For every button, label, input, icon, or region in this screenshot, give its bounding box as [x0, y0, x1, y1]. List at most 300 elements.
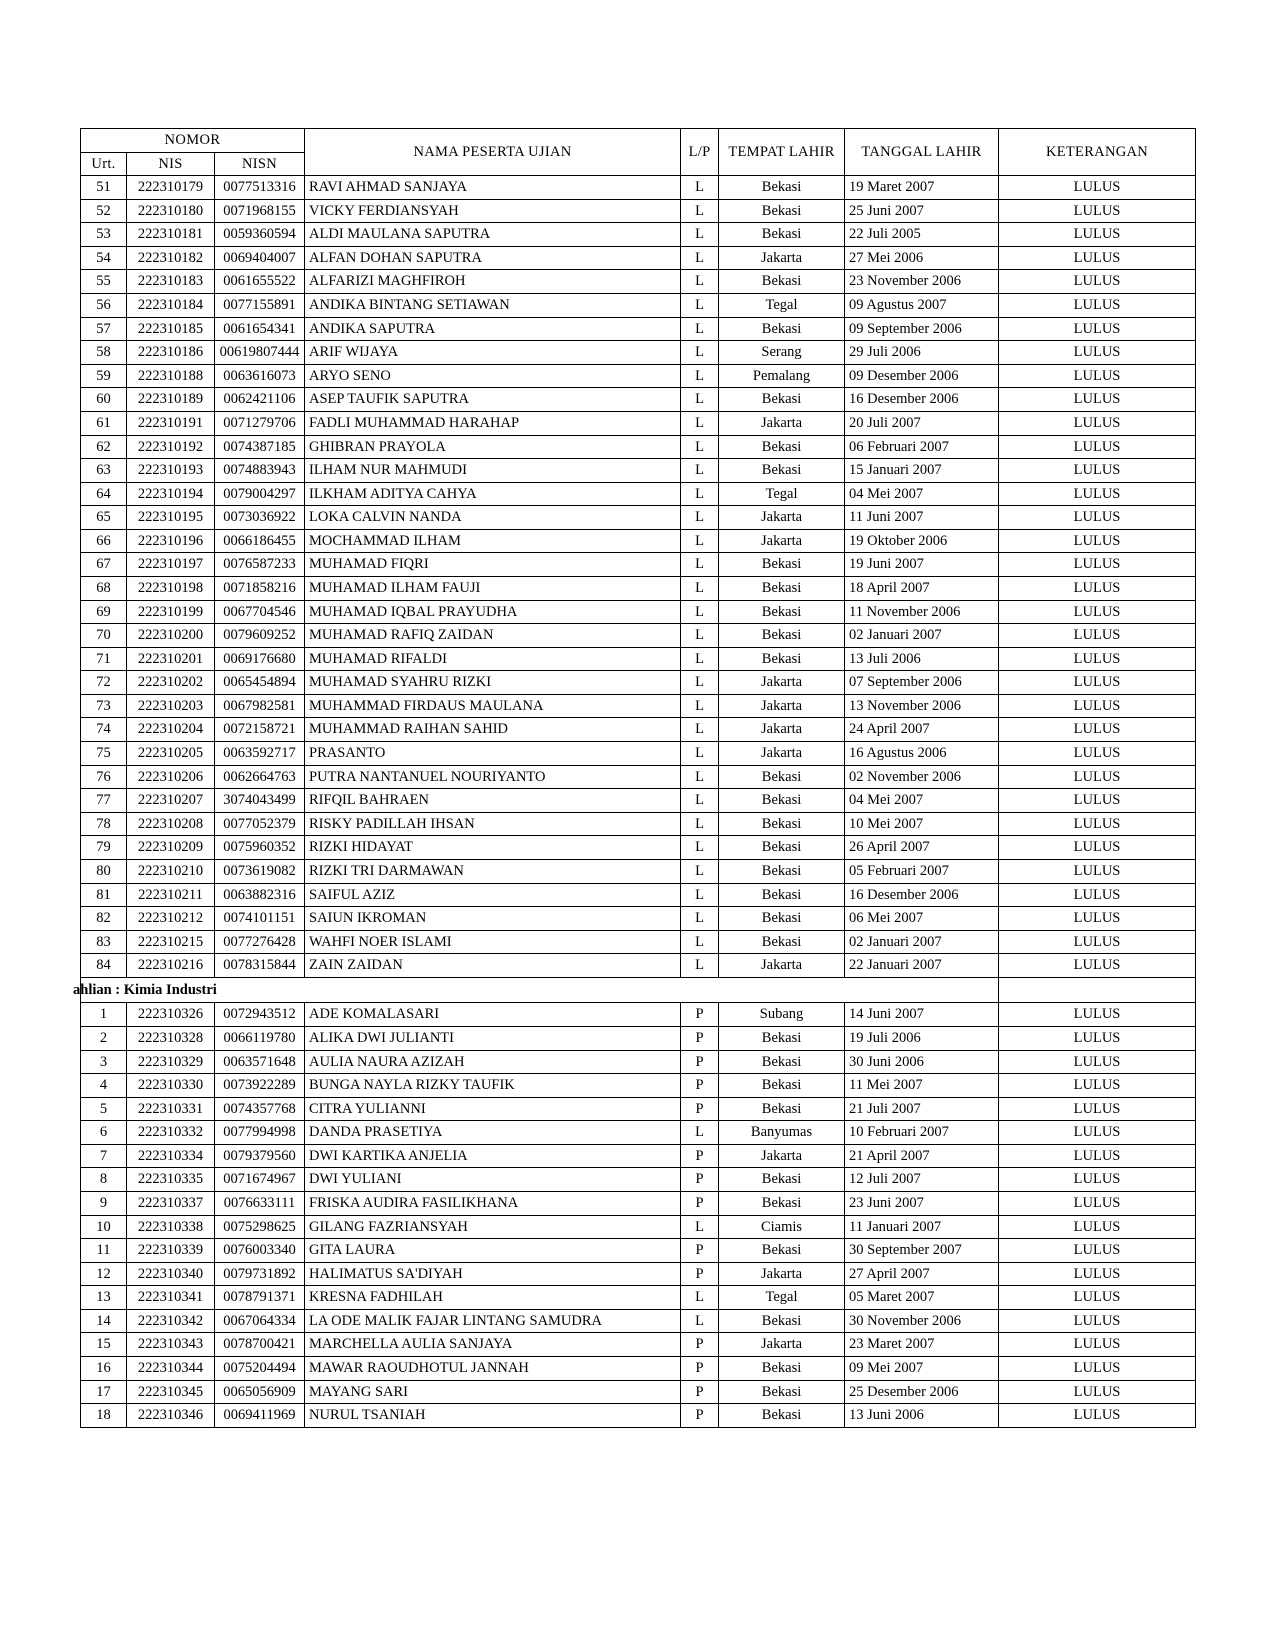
- cell-urt: 62: [81, 435, 127, 459]
- cell-nisn: 0071279706: [215, 411, 305, 435]
- cell-tanggal-lahir: 09 Agustus 2007: [845, 294, 999, 318]
- header-urt: Urt.: [81, 152, 127, 176]
- cell-nama: ARIF WIJAYA: [305, 341, 681, 365]
- cell-nama: LOKA CALVIN NANDA: [305, 506, 681, 530]
- cell-nisn: 0077276428: [215, 930, 305, 954]
- cell-tempat-lahir: Subang: [719, 1003, 845, 1027]
- cell-nama: ALDI MAULANA SAPUTRA: [305, 223, 681, 247]
- cell-tempat-lahir: Bekasi: [719, 1074, 845, 1098]
- table-row: [81, 1097, 1196, 1121]
- cell-tanggal-lahir: 21 Juli 2007: [845, 1097, 999, 1121]
- cell-lp: P: [681, 1380, 719, 1404]
- cell-keterangan: LULUS: [999, 812, 1196, 836]
- cell-lp: L: [681, 176, 719, 200]
- cell-tanggal-lahir: 11 Mei 2007: [845, 1074, 999, 1098]
- cell-urt: 51: [81, 176, 127, 200]
- table-row: [81, 1357, 1196, 1381]
- cell-nisn: 0077155891: [215, 294, 305, 318]
- table-row: [81, 624, 1196, 648]
- cell-tanggal-lahir: 11 Januari 2007: [845, 1215, 999, 1239]
- group-row-blank-cell: [999, 977, 1196, 1003]
- cell-urt: 11: [81, 1239, 127, 1263]
- cell-nisn: 0078700421: [215, 1333, 305, 1357]
- cell-urt: 18: [81, 1404, 127, 1428]
- cell-lp: L: [681, 930, 719, 954]
- table-row: [81, 317, 1196, 341]
- cell-tempat-lahir: Bekasi: [719, 1050, 845, 1074]
- table-header: [81, 129, 1196, 176]
- cell-tempat-lahir: Bekasi: [719, 600, 845, 624]
- cell-nisn: 0061655522: [215, 270, 305, 294]
- cell-nama: RAVI AHMAD SANJAYA: [305, 176, 681, 200]
- cell-lp: L: [681, 388, 719, 412]
- cell-urt: 60: [81, 388, 127, 412]
- cell-keterangan: LULUS: [999, 459, 1196, 483]
- cell-tempat-lahir: Banyumas: [719, 1121, 845, 1145]
- cell-nisn: 0062664763: [215, 765, 305, 789]
- group-label-text: ahlian : Kimia Industri: [73, 981, 217, 998]
- cell-nis: 222310181: [127, 223, 215, 247]
- header-keterangan: KETERANGAN: [999, 129, 1196, 176]
- cell-lp: P: [681, 1168, 719, 1192]
- cell-nis: 222310215: [127, 930, 215, 954]
- cell-keterangan: LULUS: [999, 1215, 1196, 1239]
- cell-tanggal-lahir: 10 Februari 2007: [845, 1121, 999, 1145]
- cell-lp: L: [681, 789, 719, 813]
- cell-urt: 56: [81, 294, 127, 318]
- cell-tempat-lahir: Bekasi: [719, 859, 845, 883]
- cell-keterangan: LULUS: [999, 294, 1196, 318]
- cell-tanggal-lahir: 19 Juli 2006: [845, 1026, 999, 1050]
- cell-tempat-lahir: Serang: [719, 341, 845, 365]
- cell-tanggal-lahir: 04 Mei 2007: [845, 482, 999, 506]
- cell-nama: ZAIN ZAIDAN: [305, 954, 681, 978]
- cell-tempat-lahir: Jakarta: [719, 671, 845, 695]
- cell-lp: L: [681, 694, 719, 718]
- cell-keterangan: LULUS: [999, 1192, 1196, 1216]
- cell-tempat-lahir: Bekasi: [719, 1357, 845, 1381]
- cell-keterangan: LULUS: [999, 1003, 1196, 1027]
- cell-urt: 57: [81, 317, 127, 341]
- cell-tanggal-lahir: 30 September 2007: [845, 1239, 999, 1263]
- cell-tempat-lahir: Bekasi: [719, 553, 845, 577]
- cell-urt: 17: [81, 1380, 127, 1404]
- cell-tanggal-lahir: 10 Mei 2007: [845, 812, 999, 836]
- cell-tanggal-lahir: 23 Maret 2007: [845, 1333, 999, 1357]
- cell-nisn: 0074101151: [215, 907, 305, 931]
- cell-nis: 222310199: [127, 600, 215, 624]
- cell-nis: 222310184: [127, 294, 215, 318]
- cell-urt: 7: [81, 1144, 127, 1168]
- cell-tanggal-lahir: 23 November 2006: [845, 270, 999, 294]
- cell-nisn: 0071968155: [215, 199, 305, 223]
- cell-tempat-lahir: Bekasi: [719, 576, 845, 600]
- cell-nama: PRASANTO: [305, 742, 681, 766]
- cell-urt: 66: [81, 529, 127, 553]
- cell-nama: ARYO SENO: [305, 364, 681, 388]
- table-row: [81, 459, 1196, 483]
- cell-lp: L: [681, 435, 719, 459]
- cell-lp: L: [681, 1121, 719, 1145]
- cell-nama: MOCHAMMAD ILHAM: [305, 529, 681, 553]
- cell-tempat-lahir: Bekasi: [719, 388, 845, 412]
- cell-nis: 222310216: [127, 954, 215, 978]
- cell-nisn: 0065056909: [215, 1380, 305, 1404]
- table-row: [81, 718, 1196, 742]
- cell-tanggal-lahir: 05 Maret 2007: [845, 1286, 999, 1310]
- cell-nis: 222310341: [127, 1286, 215, 1310]
- cell-tempat-lahir: Ciamis: [719, 1215, 845, 1239]
- table-row: [81, 388, 1196, 412]
- cell-nis: 222310328: [127, 1026, 215, 1050]
- cell-nisn: 0079731892: [215, 1262, 305, 1286]
- cell-nis: 222310196: [127, 529, 215, 553]
- cell-keterangan: LULUS: [999, 1404, 1196, 1428]
- cell-nis: 222310205: [127, 742, 215, 766]
- cell-nisn: 0073619082: [215, 859, 305, 883]
- cell-lp: P: [681, 1026, 719, 1050]
- cell-nisn: 0075960352: [215, 836, 305, 860]
- cell-lp: L: [681, 812, 719, 836]
- cell-tanggal-lahir: 29 Juli 2006: [845, 341, 999, 365]
- cell-keterangan: LULUS: [999, 789, 1196, 813]
- cell-tanggal-lahir: 07 September 2006: [845, 671, 999, 695]
- cell-nis: 222310194: [127, 482, 215, 506]
- cell-nis: 222310210: [127, 859, 215, 883]
- cell-keterangan: LULUS: [999, 1333, 1196, 1357]
- cell-tempat-lahir: Bekasi: [719, 647, 845, 671]
- cell-nis: 222310183: [127, 270, 215, 294]
- cell-lp: L: [681, 1215, 719, 1239]
- cell-keterangan: LULUS: [999, 1239, 1196, 1263]
- cell-lp: L: [681, 954, 719, 978]
- cell-lp: L: [681, 223, 719, 247]
- cell-tempat-lahir: Bekasi: [719, 624, 845, 648]
- cell-tanggal-lahir: 19 Oktober 2006: [845, 529, 999, 553]
- cell-keterangan: LULUS: [999, 246, 1196, 270]
- table-row: [81, 836, 1196, 860]
- cell-tempat-lahir: Jakarta: [719, 246, 845, 270]
- cell-nis: 222310338: [127, 1215, 215, 1239]
- table-row: [81, 176, 1196, 200]
- cell-urt: 65: [81, 506, 127, 530]
- cell-keterangan: LULUS: [999, 836, 1196, 860]
- cell-tanggal-lahir: 21 April 2007: [845, 1144, 999, 1168]
- cell-urt: 14: [81, 1309, 127, 1333]
- cell-urt: 1: [81, 1003, 127, 1027]
- cell-keterangan: LULUS: [999, 930, 1196, 954]
- cell-nis: 222310212: [127, 907, 215, 931]
- cell-nisn: 0063571648: [215, 1050, 305, 1074]
- cell-keterangan: LULUS: [999, 1286, 1196, 1310]
- cell-keterangan: LULUS: [999, 364, 1196, 388]
- cell-nama: FRISKA AUDIRA FASILIKHANA: [305, 1192, 681, 1216]
- cell-tempat-lahir: Bekasi: [719, 223, 845, 247]
- cell-nama: ADE KOMALASARI: [305, 1003, 681, 1027]
- cell-lp: L: [681, 1309, 719, 1333]
- cell-lp: L: [681, 506, 719, 530]
- cell-keterangan: LULUS: [999, 482, 1196, 506]
- cell-tanggal-lahir: 15 Januari 2007: [845, 459, 999, 483]
- cell-nama: MUHAMAD FIQRI: [305, 553, 681, 577]
- cell-tanggal-lahir: 09 September 2006: [845, 317, 999, 341]
- cell-nama: PUTRA NANTANUEL NOURIYANTO: [305, 765, 681, 789]
- cell-nis: 222310198: [127, 576, 215, 600]
- cell-tanggal-lahir: 27 April 2007: [845, 1262, 999, 1286]
- cell-urt: 9: [81, 1192, 127, 1216]
- cell-lp: L: [681, 317, 719, 341]
- table-row: [81, 341, 1196, 365]
- header-nisn: NISN: [215, 152, 305, 176]
- cell-nisn: 0074387185: [215, 435, 305, 459]
- cell-urt: 82: [81, 907, 127, 931]
- cell-urt: 63: [81, 459, 127, 483]
- cell-keterangan: LULUS: [999, 1050, 1196, 1074]
- cell-keterangan: LULUS: [999, 954, 1196, 978]
- cell-nisn: 0074357768: [215, 1097, 305, 1121]
- cell-nis: 222310186: [127, 341, 215, 365]
- cell-nama: MUHAMAD ILHAM FAUJI: [305, 576, 681, 600]
- cell-urt: 52: [81, 199, 127, 223]
- cell-nama: ILHAM NUR MAHMUDI: [305, 459, 681, 483]
- cell-urt: 75: [81, 742, 127, 766]
- cell-nama: MAWAR RAOUDHOTUL JANNAH: [305, 1357, 681, 1381]
- cell-keterangan: LULUS: [999, 176, 1196, 200]
- cell-urt: 68: [81, 576, 127, 600]
- cell-lp: P: [681, 1239, 719, 1263]
- cell-nama: RIZKI TRI DARMAWAN: [305, 859, 681, 883]
- cell-keterangan: LULUS: [999, 553, 1196, 577]
- cell-nisn: 0075204494: [215, 1357, 305, 1381]
- cell-nis: 222310201: [127, 647, 215, 671]
- cell-tempat-lahir: Tegal: [719, 1286, 845, 1310]
- table-row: [81, 1121, 1196, 1145]
- table-row: [81, 294, 1196, 318]
- cell-tanggal-lahir: 25 Juni 2007: [845, 199, 999, 223]
- cell-tanggal-lahir: 23 Juni 2007: [845, 1192, 999, 1216]
- cell-nama: RIZKI HIDAYAT: [305, 836, 681, 860]
- cell-lp: L: [681, 907, 719, 931]
- cell-lp: L: [681, 553, 719, 577]
- cell-lp: P: [681, 1050, 719, 1074]
- cell-tempat-lahir: Bekasi: [719, 812, 845, 836]
- table-row: [81, 529, 1196, 553]
- cell-nama: VICKY FERDIANSYAH: [305, 199, 681, 223]
- header-nama-peserta-ujian: NAMA PESERTA UJIAN: [305, 129, 681, 176]
- cell-nisn: 0073922289: [215, 1074, 305, 1098]
- cell-nis: 222310337: [127, 1192, 215, 1216]
- cell-nis: 222310191: [127, 411, 215, 435]
- cell-lp: L: [681, 199, 719, 223]
- table-row: [81, 883, 1196, 907]
- cell-urt: 53: [81, 223, 127, 247]
- cell-tempat-lahir: Jakarta: [719, 718, 845, 742]
- cell-lp: L: [681, 718, 719, 742]
- cell-keterangan: LULUS: [999, 1357, 1196, 1381]
- cell-lp: L: [681, 364, 719, 388]
- cell-nama: ALFAN DOHAN SAPUTRA: [305, 246, 681, 270]
- table-row: [81, 954, 1196, 978]
- cell-tanggal-lahir: 11 November 2006: [845, 600, 999, 624]
- cell-keterangan: LULUS: [999, 1074, 1196, 1098]
- cell-tempat-lahir: Bekasi: [719, 1097, 845, 1121]
- table-row: [81, 789, 1196, 813]
- cell-nama: MUHAMAD RIFALDI: [305, 647, 681, 671]
- cell-nisn: 0067064334: [215, 1309, 305, 1333]
- cell-tempat-lahir: Jakarta: [719, 506, 845, 530]
- cell-tempat-lahir: Jakarta: [719, 1262, 845, 1286]
- cell-lp: P: [681, 1404, 719, 1428]
- cell-tempat-lahir: Bekasi: [719, 459, 845, 483]
- table-row: [81, 600, 1196, 624]
- cell-tanggal-lahir: 19 Maret 2007: [845, 176, 999, 200]
- cell-tempat-lahir: Bekasi: [719, 270, 845, 294]
- cell-urt: 73: [81, 694, 127, 718]
- cell-lp: L: [681, 294, 719, 318]
- table-row: [81, 1262, 1196, 1286]
- cell-nisn: 0059360594: [215, 223, 305, 247]
- table-row: [81, 907, 1196, 931]
- cell-keterangan: LULUS: [999, 694, 1196, 718]
- cell-nama: BUNGA NAYLA RIZKY TAUFIK: [305, 1074, 681, 1098]
- cell-lp: P: [681, 1097, 719, 1121]
- cell-tanggal-lahir: 11 Juni 2007: [845, 506, 999, 530]
- table-row: [81, 1380, 1196, 1404]
- cell-nisn: 0069176680: [215, 647, 305, 671]
- cell-urt: 76: [81, 765, 127, 789]
- cell-tempat-lahir: Bekasi: [719, 930, 845, 954]
- table-row: [81, 1333, 1196, 1357]
- cell-tempat-lahir: Bekasi: [719, 789, 845, 813]
- cell-urt: 79: [81, 836, 127, 860]
- table-row: [81, 576, 1196, 600]
- table-row: [81, 223, 1196, 247]
- table-row: [81, 364, 1196, 388]
- cell-tempat-lahir: Bekasi: [719, 317, 845, 341]
- cell-tempat-lahir: Jakarta: [719, 954, 845, 978]
- cell-lp: L: [681, 246, 719, 270]
- cell-tempat-lahir: Bekasi: [719, 883, 845, 907]
- cell-keterangan: LULUS: [999, 1309, 1196, 1333]
- cell-nama: DWI YULIANI: [305, 1168, 681, 1192]
- cell-nama: ASEP TAUFIK SAPUTRA: [305, 388, 681, 412]
- cell-keterangan: LULUS: [999, 907, 1196, 931]
- cell-nama: MUHAMAD RAFIQ ZAIDAN: [305, 624, 681, 648]
- cell-keterangan: LULUS: [999, 1380, 1196, 1404]
- cell-nis: 222310206: [127, 765, 215, 789]
- cell-keterangan: LULUS: [999, 341, 1196, 365]
- cell-tanggal-lahir: 27 Mei 2006: [845, 246, 999, 270]
- cell-keterangan: LULUS: [999, 1121, 1196, 1145]
- cell-lp: P: [681, 1333, 719, 1357]
- table-row: [81, 506, 1196, 530]
- cell-keterangan: LULUS: [999, 1097, 1196, 1121]
- cell-nama: RISKY PADILLAH IHSAN: [305, 812, 681, 836]
- header-tanggal-lahir: TANGGAL LAHIR: [845, 129, 999, 176]
- cell-lp: L: [681, 765, 719, 789]
- cell-nisn: 00619807444: [215, 341, 305, 365]
- cell-nis: 222310343: [127, 1333, 215, 1357]
- cell-lp: P: [681, 1003, 719, 1027]
- cell-urt: 15: [81, 1333, 127, 1357]
- cell-keterangan: LULUS: [999, 506, 1196, 530]
- cell-tanggal-lahir: 09 Desember 2006: [845, 364, 999, 388]
- cell-lp: P: [681, 1357, 719, 1381]
- cell-nis: 222310197: [127, 553, 215, 577]
- cell-nisn: 0061654341: [215, 317, 305, 341]
- cell-tempat-lahir: Bekasi: [719, 765, 845, 789]
- cell-tanggal-lahir: 02 Januari 2007: [845, 624, 999, 648]
- cell-nisn: 0077994998: [215, 1121, 305, 1145]
- cell-nama: GHIBRAN PRAYOLA: [305, 435, 681, 459]
- cell-keterangan: LULUS: [999, 317, 1196, 341]
- cell-tempat-lahir: Bekasi: [719, 176, 845, 200]
- cell-nama: ILKHAM ADITYA CAHYA: [305, 482, 681, 506]
- cell-lp: P: [681, 1144, 719, 1168]
- cell-nisn: 0069404007: [215, 246, 305, 270]
- table-row: [81, 199, 1196, 223]
- table-row: [81, 1309, 1196, 1333]
- cell-lp: L: [681, 270, 719, 294]
- cell-lp: L: [681, 647, 719, 671]
- cell-tanggal-lahir: 18 April 2007: [845, 576, 999, 600]
- cell-urt: 4: [81, 1074, 127, 1098]
- cell-nisn: 0076633111: [215, 1192, 305, 1216]
- cell-nis: 222310331: [127, 1097, 215, 1121]
- cell-keterangan: LULUS: [999, 624, 1196, 648]
- cell-keterangan: LULUS: [999, 1144, 1196, 1168]
- cell-nisn: 0067982581: [215, 694, 305, 718]
- cell-urt: 16: [81, 1357, 127, 1381]
- cell-tempat-lahir: Bekasi: [719, 907, 845, 931]
- cell-nis: 222310326: [127, 1003, 215, 1027]
- cell-nama: LA ODE MALIK FAJAR LINTANG SAMUDRA: [305, 1309, 681, 1333]
- header-tempat-lahir: TEMPAT LAHIR: [719, 129, 845, 176]
- cell-tanggal-lahir: 24 April 2007: [845, 718, 999, 742]
- cell-nisn: 0072943512: [215, 1003, 305, 1027]
- cell-nama: MUHAMMAD RAIHAN SAHID: [305, 718, 681, 742]
- cell-urt: 74: [81, 718, 127, 742]
- cell-nis: 222310332: [127, 1121, 215, 1145]
- cell-urt: 13: [81, 1286, 127, 1310]
- cell-urt: 70: [81, 624, 127, 648]
- table-row: [81, 647, 1196, 671]
- cell-nis: 222310188: [127, 364, 215, 388]
- cell-nama: MARCHELLA AULIA SANJAYA: [305, 1333, 681, 1357]
- cell-urt: 64: [81, 482, 127, 506]
- cell-lp: L: [681, 411, 719, 435]
- cell-nama: SAIFUL AZIZ: [305, 883, 681, 907]
- cell-nisn: 0074883943: [215, 459, 305, 483]
- cell-nama: WAHFI NOER ISLAMI: [305, 930, 681, 954]
- cell-nisn: 0071858216: [215, 576, 305, 600]
- cell-nis: 222310189: [127, 388, 215, 412]
- cell-nama: DANDA PRASETIYA: [305, 1121, 681, 1145]
- cell-lp: L: [681, 859, 719, 883]
- table-row: [81, 765, 1196, 789]
- cell-tanggal-lahir: 19 Juni 2007: [845, 553, 999, 577]
- cell-tanggal-lahir: 25 Desember 2006: [845, 1380, 999, 1404]
- cell-tempat-lahir: Jakarta: [719, 1144, 845, 1168]
- cell-nis: 222310329: [127, 1050, 215, 1074]
- cell-nis: 222310185: [127, 317, 215, 341]
- cell-urt: 12: [81, 1262, 127, 1286]
- cell-urt: 10: [81, 1215, 127, 1239]
- cell-nama: FADLI MUHAMMAD HARAHAP: [305, 411, 681, 435]
- header-nomor: NOMOR: [81, 129, 305, 153]
- cell-tempat-lahir: Tegal: [719, 482, 845, 506]
- cell-keterangan: LULUS: [999, 600, 1196, 624]
